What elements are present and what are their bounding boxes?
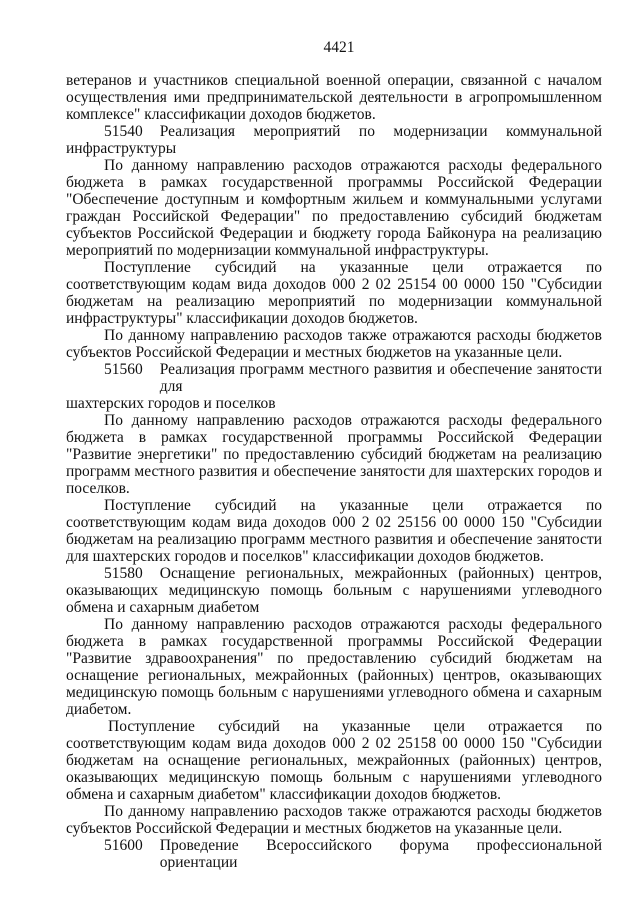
section-title: Проведение Всероссийского форума профессиональной ориентации (159, 837, 602, 871)
section-heading-51580 (66, 565, 602, 616)
paragraph-continuation: ветеранов и участников специальной военной операции, связанной с началом осуществления ими предпринимательской деятельности в агропромышленном комплексе" классификации доходов бюджетов. (66, 72, 602, 123)
section-heading-51540 (66, 123, 602, 157)
paragraph: По данному направлению расходов отражаются расходы федерального бюджета в рамках государственной программы Российской Федерации "Развитие энергетики" по предоставлению субсидий бюджетам на реализацию программ местного развития и обеспечение занятости для шахтерских городов и поселков. (66, 412, 602, 497)
section-title-continuation: оказывающих медицинскую помощь больным с нарушениями углеводного обмена и сахарным диабетом (66, 582, 602, 616)
section-heading-51560 (66, 361, 602, 412)
section-code: 51540 (104, 123, 143, 140)
section-title-continuation: шахтерских городов и поселков (66, 395, 276, 412)
section-title: Реализация мероприятий по модернизации коммунальной (159, 123, 602, 140)
paragraph: Поступление субсидий на указанные цели отражается по соответствующим кодам вида доходов 000 2 02 25154 00 0000 150 "Субсидии бюджетам на реализацию мероприятий по модернизации коммунальной инфраструктуры" классификации доходов бюджетов. (66, 259, 602, 327)
section-heading-51600 (66, 837, 602, 871)
paragraph: Поступление субсидий на указанные цели отражается по соответствующим кодам вида доходов 000 2 02 25158 00 0000 150 "Субсидии бюджетам на оснащение региональных, межрайонных (районных) центров, оказывающих медицинскую помощь больным с нарушениями углеводного обмена и сахарным диабетом" классификации доходов бюджетов. (66, 718, 602, 803)
section-title: Оснащение региональных, межрайонных (районных) центров, (159, 565, 602, 582)
section-title: Реализация программ местного развития и обеспечение занятости для (159, 361, 602, 395)
page-number: 4421 (323, 39, 355, 56)
paragraph: По данному направлению расходов отражаются расходы федерального бюджета в рамках государственной программы Российской Федерации "Развитие здравоохранения" по предоставлению субсидий бюджетам на оснащение региональных, межрайонных (районных) центров, оказывающих медицинскую помощь больным с нарушениями углеводного обмена и сахарным диабетом. (66, 616, 602, 718)
paragraph: Поступление субсидий на указанные цели отражается по соответствующим кодам вида доходов 000 2 02 25156 00 0000 150 "Субсидии бюджетам на реализацию программ местного развития и обеспечение занятости для шахтерских городов и поселков" классификации доходов бюджетов. (66, 497, 602, 565)
paragraph: По данному направлению расходов также отражаются расходы бюджетов субъектов Российской Федерации и местных бюджетов на указанные цели. (66, 327, 602, 361)
paragraph: По данному направлению расходов отражаются расходы федерального бюджета в рамках государственной программы Российской Федерации "Обеспечение доступным и комфортным жильем и коммунальными услугами граждан Российской Федерации" по предоставлению субсидий бюджетам субъектов Российской Федерации и бюджету города Байконура на реализацию мероприятий по модернизации коммунальной инфраструктуры. (66, 157, 602, 259)
section-title-continuation: инфраструктуры (66, 140, 177, 157)
section-code: 51580 (104, 565, 143, 582)
section-code: 51560 (104, 361, 143, 378)
section-code: 51600 (104, 837, 143, 854)
paragraph: По данному направлению расходов также отражаются расходы бюджетов субъектов Российской Федерации и местных бюджетов на указанные цели. (66, 803, 602, 837)
